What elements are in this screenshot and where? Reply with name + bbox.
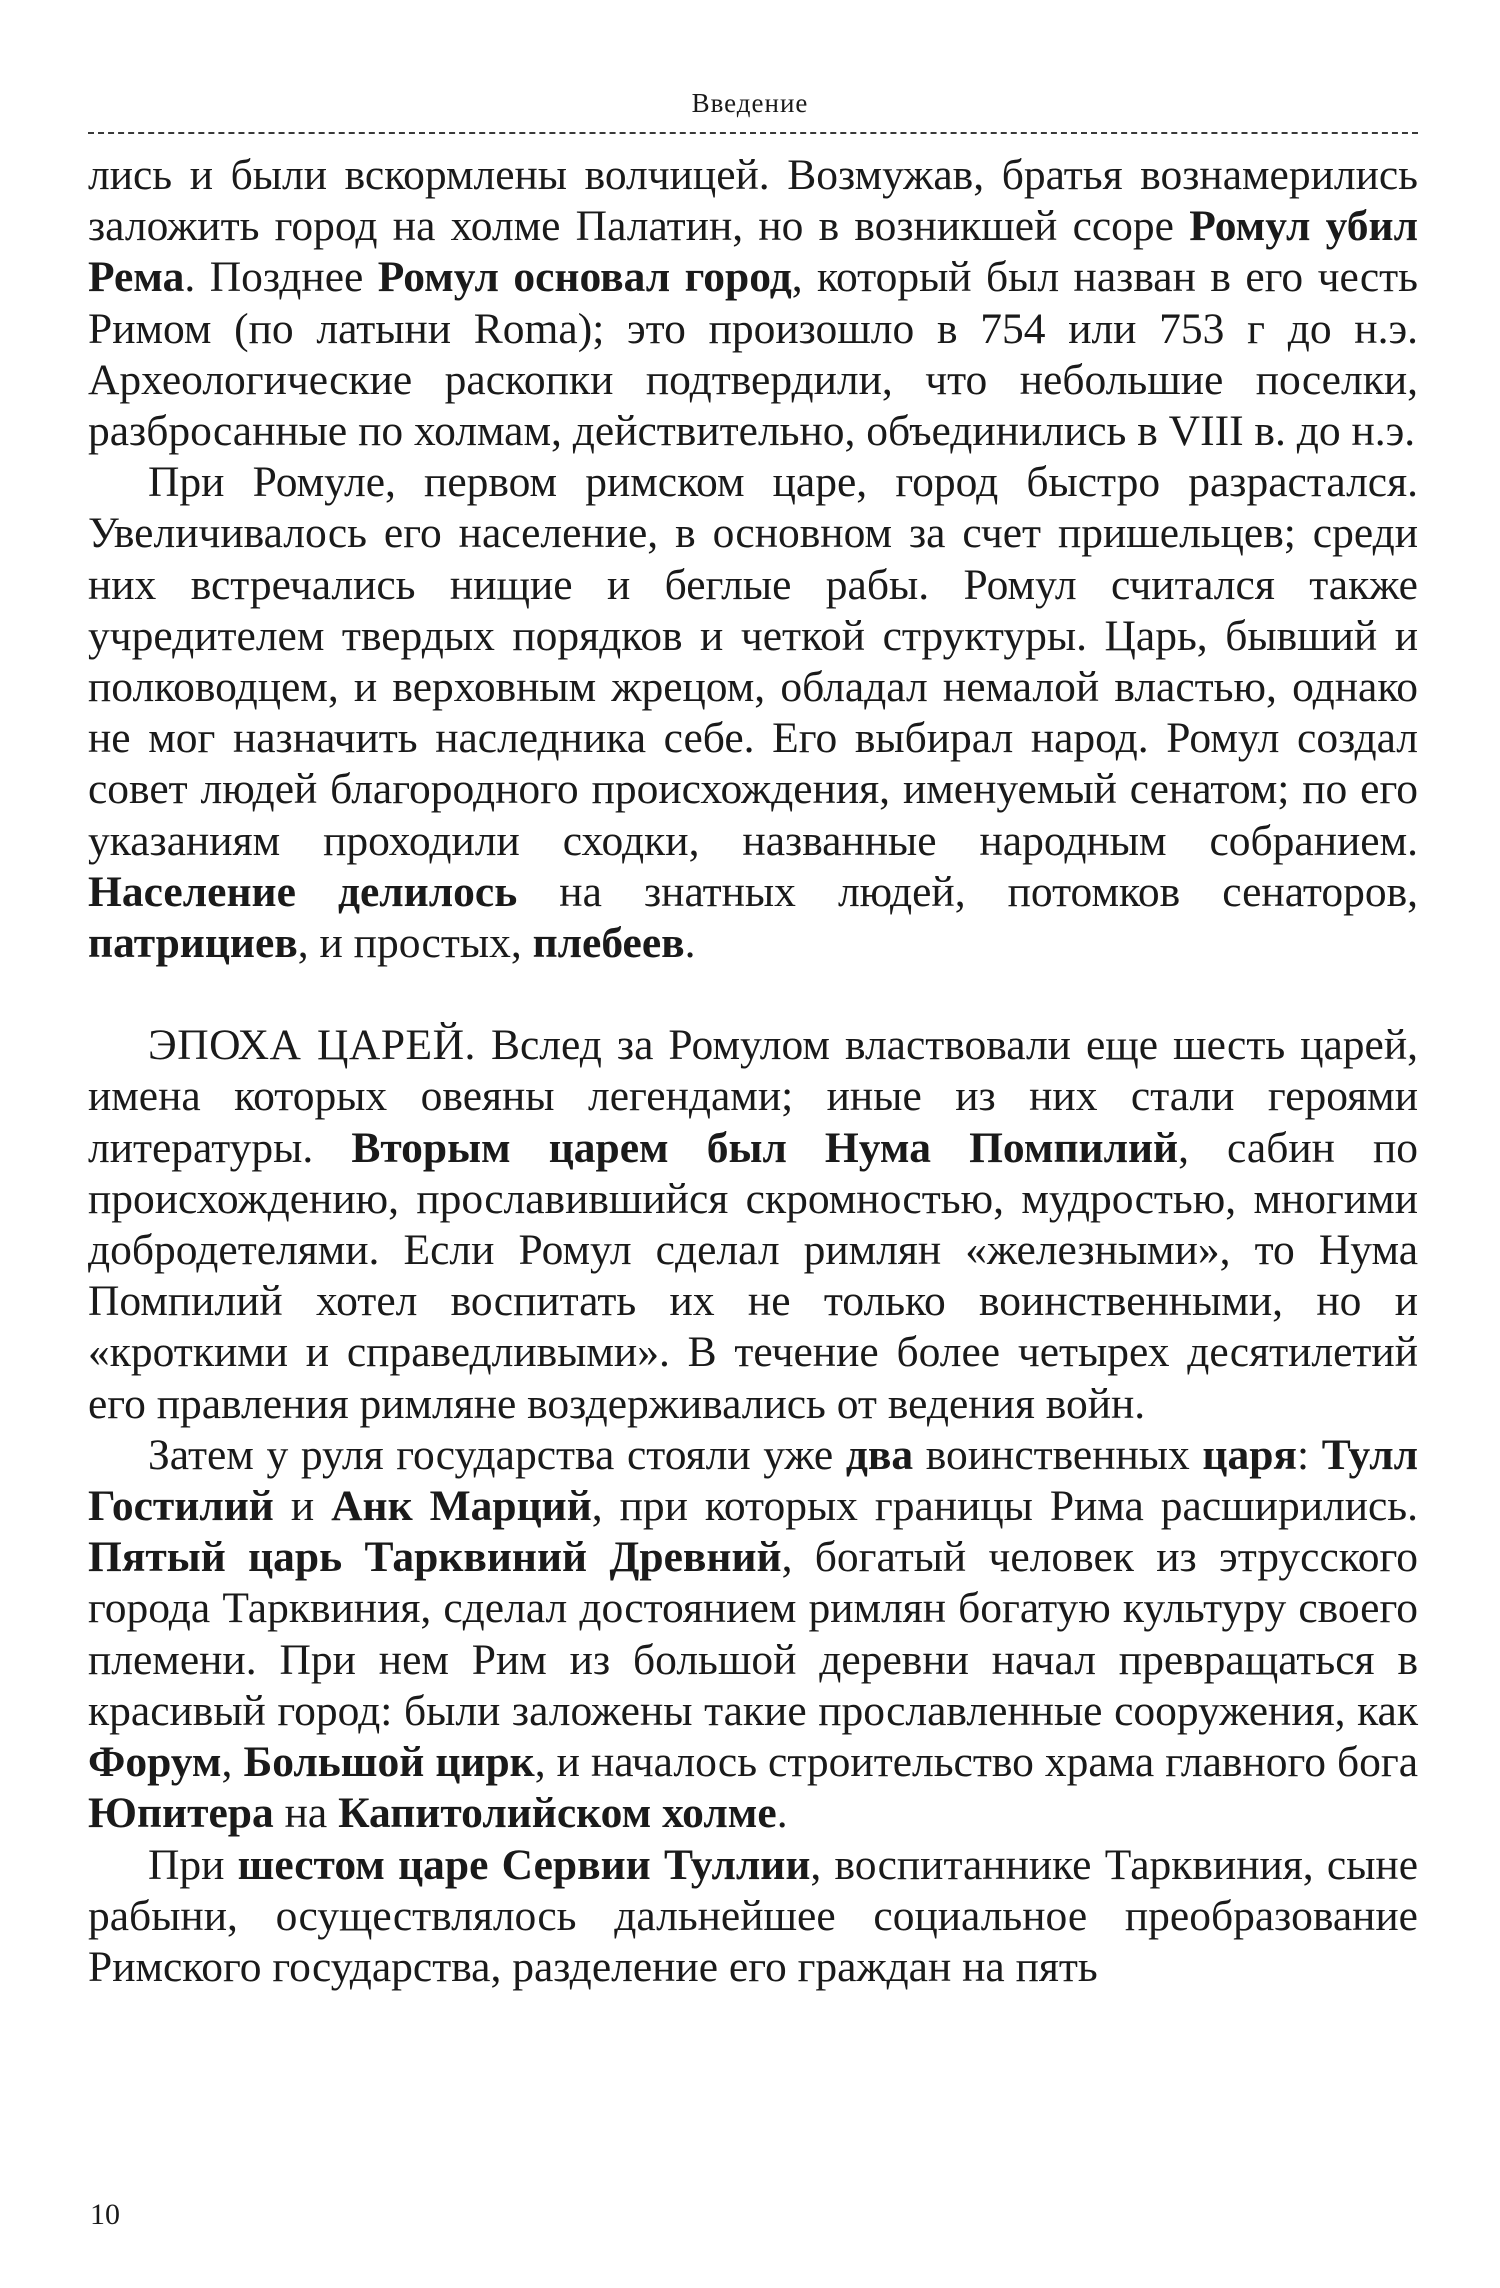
bold-run: Капитолийском холме — [338, 1789, 777, 1838]
text-run: , и началось строительство храма главного бога — [534, 1738, 1419, 1787]
bold-run: Население делилось — [88, 867, 518, 916]
bold-run: Вторым царем был Нума Помпилий — [351, 1123, 1179, 1172]
text-run: воинственных — [913, 1430, 1203, 1479]
bold-run: Ромул убил Рема — [88, 202, 1418, 302]
bold-run: два — [845, 1430, 914, 1479]
text-run: на знатных людей, потомков сенаторов, — [517, 867, 1418, 916]
paragraph-servius-tullius — [88, 1840, 1418, 1994]
body-text — [88, 150, 1418, 1993]
running-title: Введение — [691, 88, 809, 118]
bold-run: плебеев — [532, 919, 685, 968]
text-run: , сабин по происхождению, прославившийся скромностью, мудростью, многими добродетелями. Если Ромул сделал римлян «железными», то Нума Помпилий хотел воспитать их не только воинственными, но и «кроткими и справедливыми». В течение более четырех десятилетий его правления римляне воздерживались от ведения войн. — [88, 1123, 1418, 1428]
bold-run: Юпитера — [88, 1789, 274, 1838]
text-run: лись и были вскормлены волчицей. Возмужав, братья вознамерились заложить город на холме Палатин, но в возникшей ссоре — [88, 151, 1418, 251]
bold-run: Ромул основал город — [377, 253, 792, 302]
paragraph-romulus-founding — [88, 150, 1418, 457]
text-run: , воспитаннике Тарквиния, сыне рабыни, осуществлялось дальнейшее социальное преобразование Римского государства, разделение его граждан на пять — [88, 1840, 1419, 1991]
text-run: , и простых, — [297, 919, 533, 968]
bold-run: Большой цирк — [243, 1738, 535, 1787]
text-run: . Позднее — [184, 253, 378, 302]
bold-run: Анк Марций — [331, 1482, 592, 1531]
paragraph-romulus-reign — [88, 457, 1418, 969]
text-run: на — [273, 1789, 339, 1838]
header-rule — [88, 132, 1418, 134]
bold-run: Пятый царь Тарквиний Древний — [88, 1533, 782, 1582]
bold-run: патрициев — [88, 919, 298, 968]
text-run: . — [776, 1789, 788, 1838]
bold-run: шестом царе Сервии Туллии — [237, 1840, 811, 1889]
text-run: . — [684, 919, 696, 968]
text-run: Затем у руля государства стояли уже — [148, 1430, 846, 1479]
paragraph-era-of-kings — [88, 1020, 1418, 1430]
text-run: , при которых границы Рима расширились. — [591, 1482, 1418, 1531]
text-run: При — [148, 1840, 238, 1889]
text-run: , — [221, 1738, 244, 1787]
text-run: Вслед за Ромулом властвовали еще шесть царей, имена которых овеяны легендами; иные из них стали героями литературы. — [88, 1021, 1419, 1172]
bold-run: Тулл Гостилий — [88, 1430, 1419, 1531]
text-run: , который был назван в его честь Римом (по латыни Roma); это произошло в 754 или 753 г до н.э. Археологические раскопки подтвердили, что небольшие поселки, разбросанные по холмам, действительно, объединились в VIII в. до н.э. — [88, 253, 1419, 456]
text-run: и — [273, 1482, 332, 1531]
text-run: : — [1296, 1430, 1322, 1479]
section-heading: ЭПОХА ЦАРЕЙ. — [148, 1021, 476, 1070]
text-run: При Ромуле, первом римском царе, город быстро разрастался. Увеличивалось его население, в основном за счет пришельцев; среди них встречались нищие и беглые рабы. Ромул считался также учредителем твердых порядков и четкой структуры. Царь, бывший и полководцем, и верховным жрецом, обладал немалой властью, однако не мог назначить наследника себе. Его выбирал народ. Ромул создал совет людей благородного происхождения, именуемый сенатом; по его указаниям проходили сходки, названные народным собранием. — [88, 458, 1418, 865]
bold-run: Форум — [88, 1738, 222, 1787]
bold-run: царя — [1202, 1430, 1297, 1479]
text-run: , богатый человек из этрусского города Тарквиния, сделал достоянием римлян богатую культуру своего племени. При нем Рим из большой деревни начал превращаться в красивый город: были заложены такие прославленные сооружения, как — [88, 1533, 1418, 1735]
paragraph-warrior-kings — [88, 1430, 1418, 1840]
page-number: 10 — [90, 2198, 120, 2231]
